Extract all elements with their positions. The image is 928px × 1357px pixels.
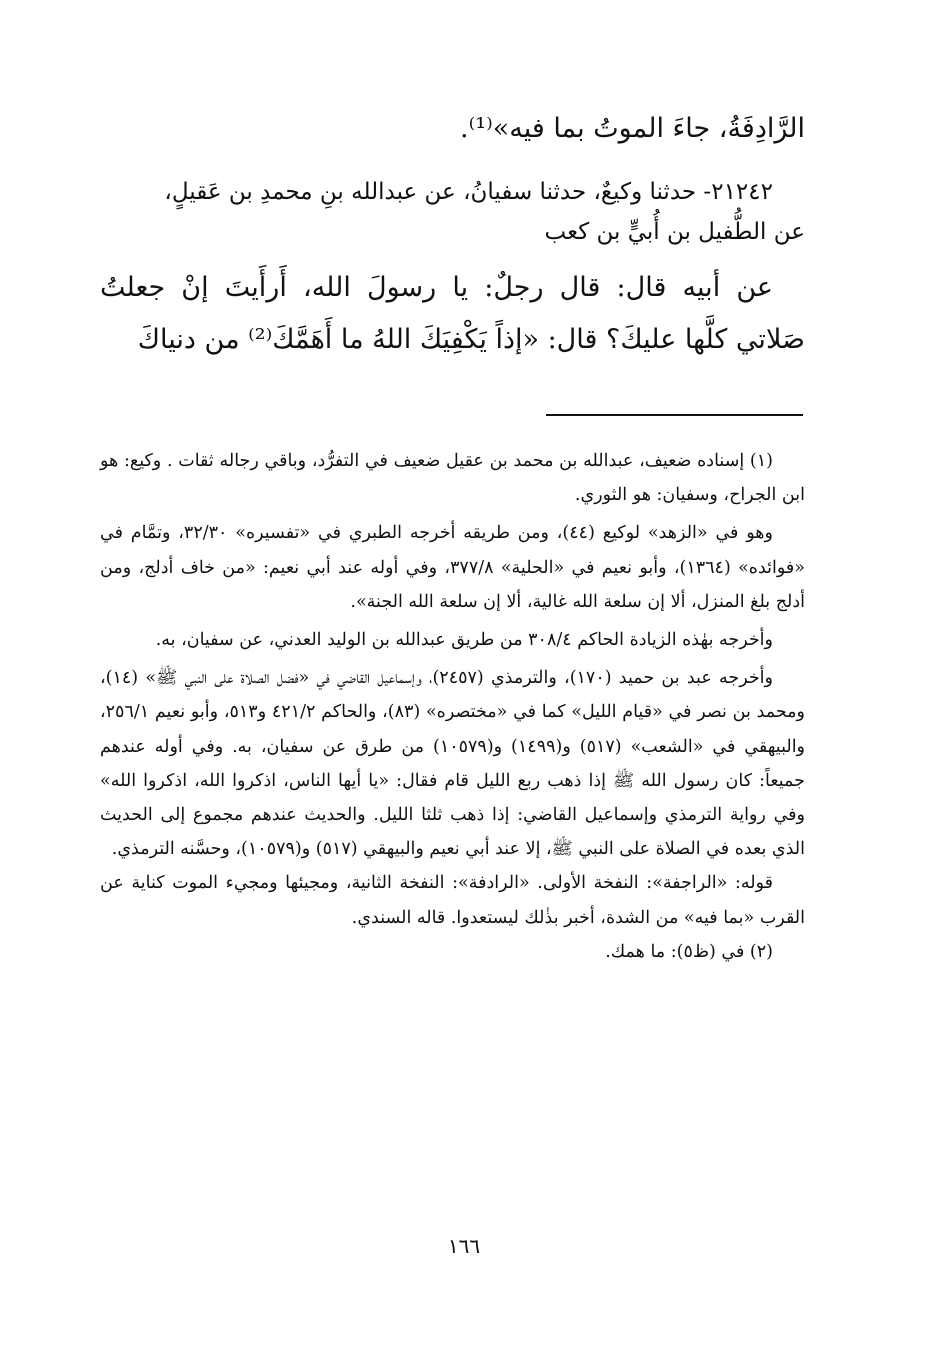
footnote-1: (١) إسناده ضعيف، عبدالله بن محمد بن عقيل ضعيف في التفرُّد، وباقي رجاله ثقات . وكيع: هو ابن الجراح، وسفيان: هو الثوري. bbox=[100, 451, 805, 506]
footnote-paragraph: وهو في «الزهد» لوكيع (٤٤)، ومن طريقه أخرجه الطبري في «تفسيره» ٣٢/٣٠، وتمَّام في «فوائده» (١٣٦٤)، وأبو نعيم في «الحلية» ٣٧٧/٨، وفي أوله عند أبي نعيم: «من خاف أدلج، ومن أدلج بلغ المنزل، ألا إن سلعة الله غالية، ألا إن سلعة الله الجنة». bbox=[100, 523, 805, 612]
footnote-paragraph: وأخرجه عبد بن حميد (١٧٠)، والترمذي (٢٤٥٧)، وإسماعيل القاضي في «فضل الصلاة على النبي ﷺ» (١٤)، ومحمد بن نصر في «قيام الليل» كما في «مختصره» (٨٣)، والحاكم ٤٢١/٢ و٥١٣، وأبو نعيم ٢٥٦/١، والبيهقي في «الشعب» (٥١٧) و(١٤٩٩) و(١٠٥٧٩) من طرق عن سفيان، به. وفي أوله عندهم جميعاً: كان رسول الله ﷺ إذا ذهب ربع الليل قام فقال: «يا أيها الناس، اذكروا الله، اذكروا الله» وفي رواية الترمذي وإسماعيل القاضي: إذا ذهب ثلثا الليل. والحديث عندهم مجموع إلى الحديث الذي بعده في الصلاة على النبي ﷺ، إلا عند أبي نعيم والبيهقي (٥١٧) و(١٠٥٧٩)، وحسَّنه الترمذي. bbox=[100, 668, 806, 860]
hadith-text: عن أبيه قال: قال رجلٌ: يا رسولَ الله، أَرأَيتَ إنْ جعلتُ صَلاتي كلَّها عليكَ؟ قال: «إذاً يَكْفِيَكَ اللهُ ما أَهَمَّكَ⁽²⁾ من دنياكَ bbox=[100, 272, 805, 355]
page-number: ١٦٦ bbox=[447, 1234, 481, 1258]
footnote-2: (٢) في (ظ٥): ما همك. bbox=[605, 941, 773, 962]
footnote-separator bbox=[546, 414, 803, 416]
hadith-chain-line: عن الطُّفيل بن أُبيٍّ بن كعب bbox=[544, 219, 805, 245]
main-text-line: الرَّادِفَةُ، جاءَ الموتُ بما فيه»⁽¹⁾. bbox=[460, 113, 805, 144]
footnote-paragraph: قوله: «الراجفة»: النفخة الأولى. «الرادفة»: النفخة الثانية، ومجيئها ومجيء الموت كناية عن القرب «بما فيه» من الشدة، أخبر بذٰلك ليستعدوا. قاله السندي. bbox=[100, 873, 805, 928]
hadith-number-line: ٢١٢٤٢- حدثنا وكيعٌ، حدثنا سفيانُ، عن عبدالله بنِ محمدِ بن عَقيلٍ، bbox=[164, 179, 773, 205]
main-text bbox=[100, 100, 805, 366]
footnote-paragraph: وأخرجه بهٰذه الزيادة الحاكم ٣٠٨/٤ من طريق عبدالله بن الوليد العدني، عن سفيان، به. bbox=[155, 630, 773, 651]
footnotes bbox=[100, 444, 805, 969]
